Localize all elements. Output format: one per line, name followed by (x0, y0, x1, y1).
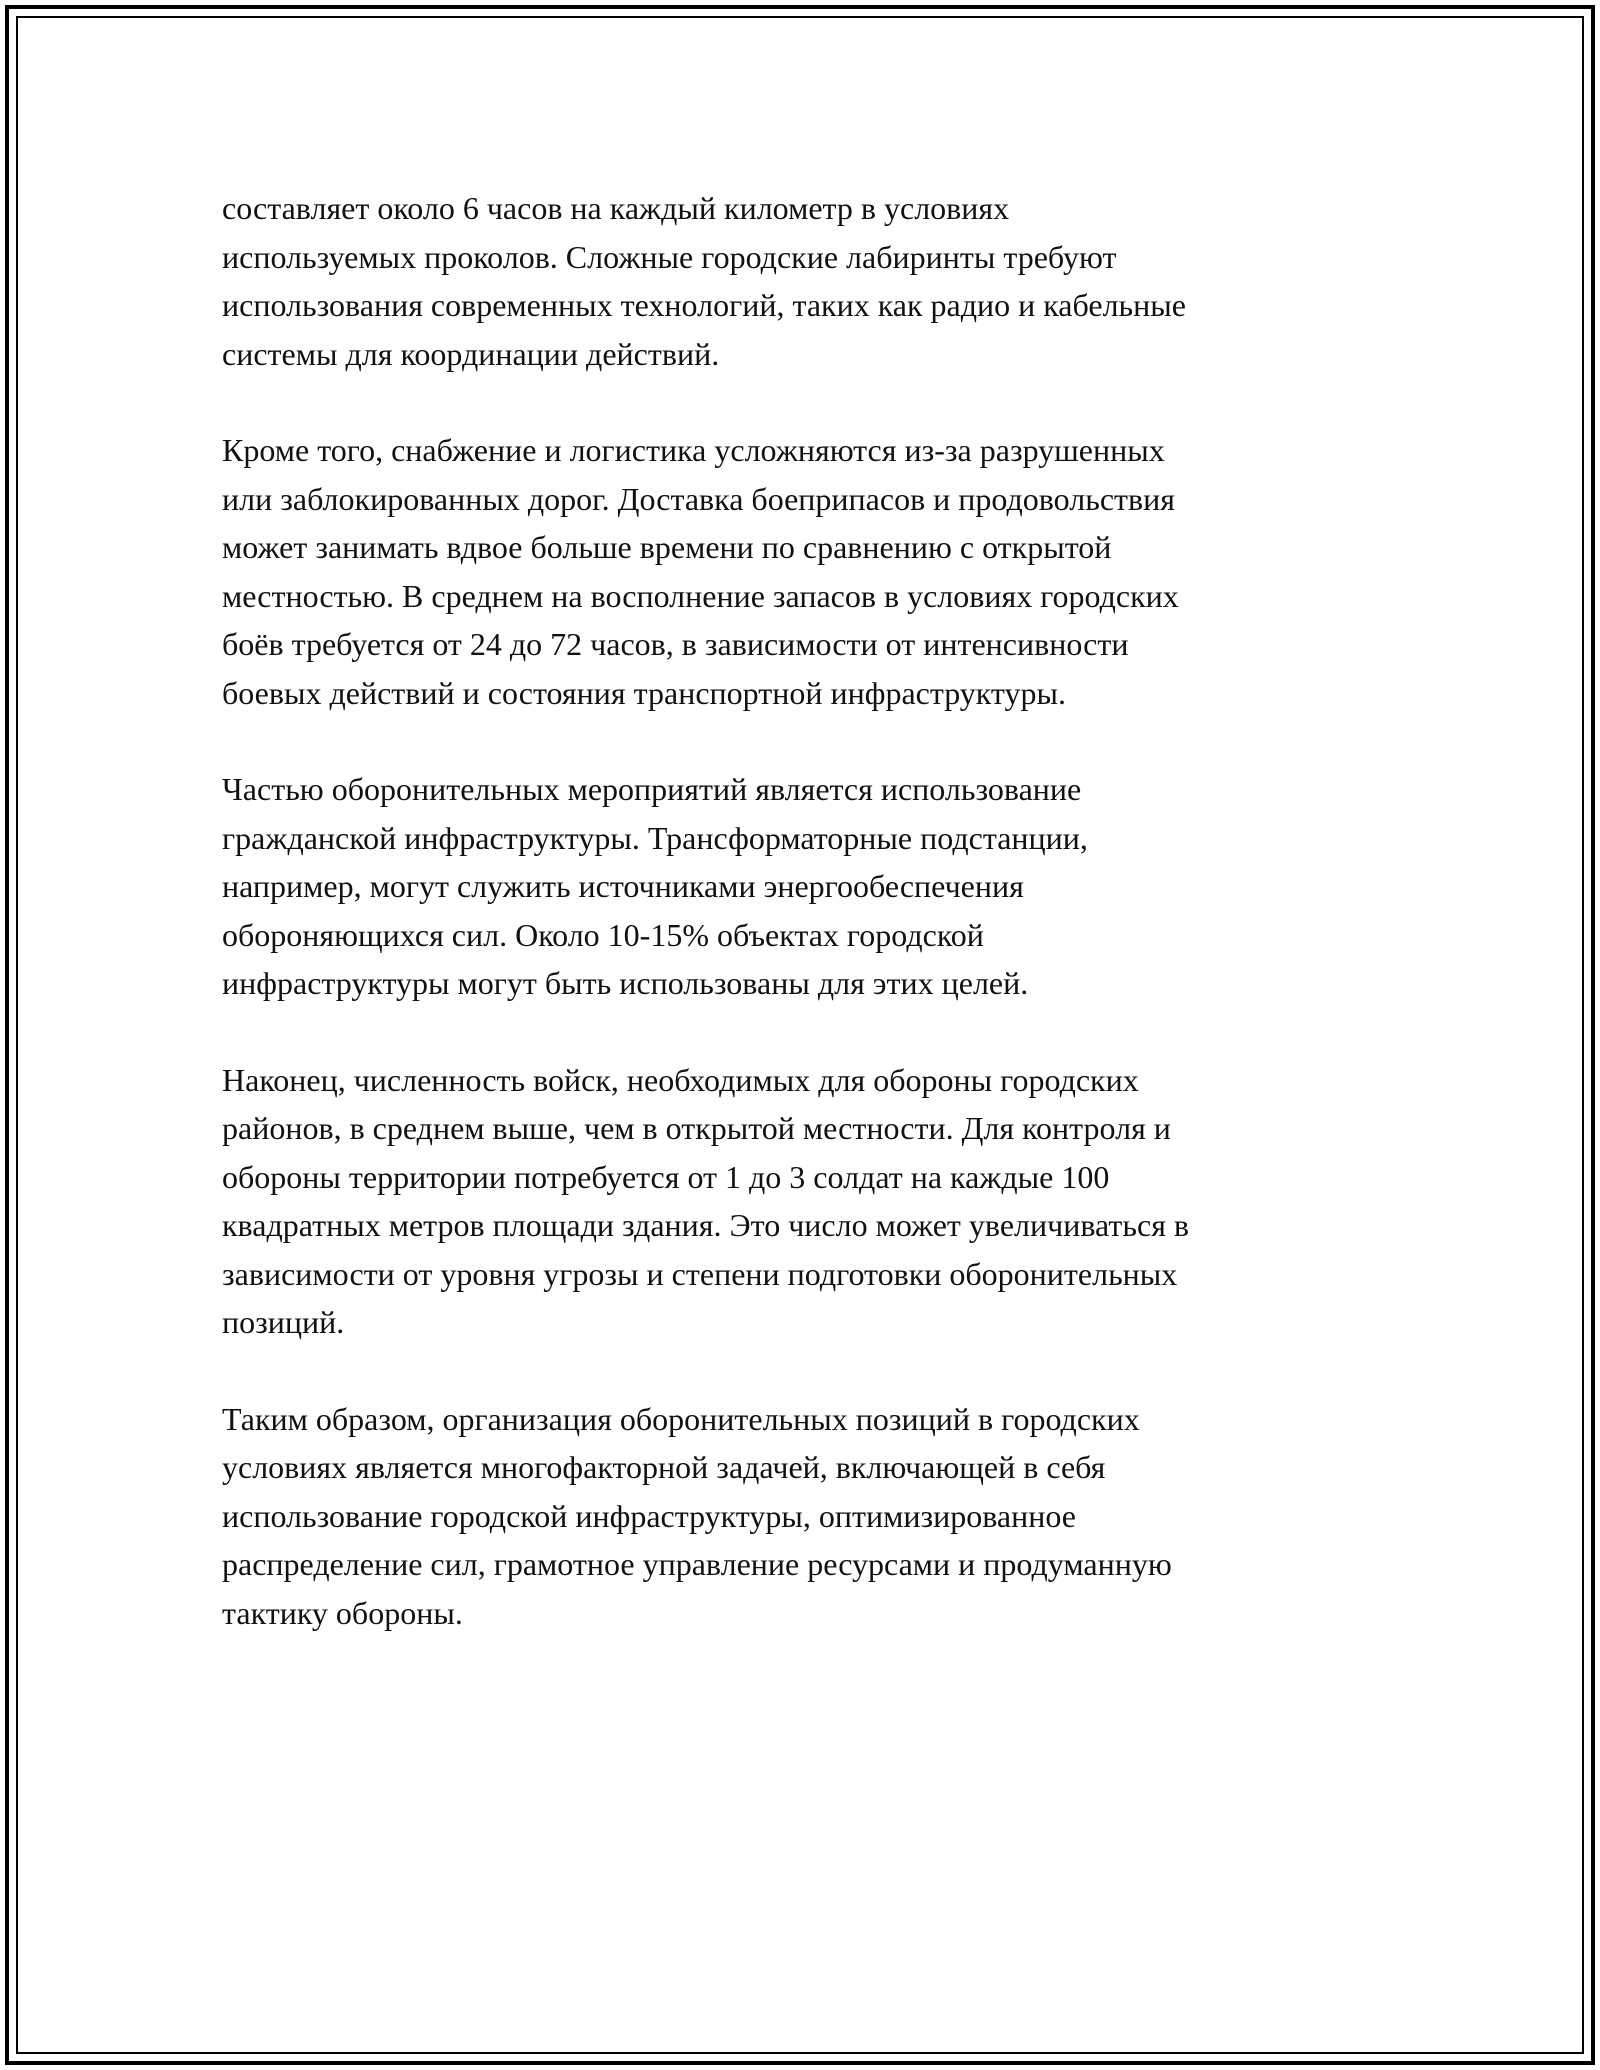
paragraph-3: Частью оборонительных мероприятий является использование гражданской инфраструктуры. Трансформаторные подстанции, например, могут служить источниками энергообеспечения обороняющихся сил. Около 10-15% объектах городской инфраструктуры могут быть использованы для этих целей. (222, 771, 1088, 1001)
paragraph-1: составляет около 6 часов на каждый километр в условиях используемых проколов. Сложные городские лабиринты требуют использования современных технологий, таких как радио и кабельные системы для координации действий. (222, 190, 1186, 372)
paragraph-2: Кроме того, снабжение и логистика усложняются из-за разрушенных или заблокированных дорог. Доставка боеприпасов и продовольствия может занимать вдвое больше времени по сравнению с открытой местностью. В среднем на восполнение запасов в условиях городских боёв требуется от 24 до 72 часов, в зависимости от интенсивности боевых действий и состояния транспортной инфраструктуры. (222, 432, 1179, 711)
document-body (222, 184, 1362, 1685)
paragraph-5: Таким образом, организация оборонительных позиций в городских условиях является многофакторной задачей, включающей в себя использование городской инфраструктуры, оптимизированное распределение сил, грамотное управление ресурсами и продуманную тактику обороны. (222, 1400, 1172, 1631)
paragraph-4: Наконец, численность войск, необходимых для обороны городских районов, в среднем выше, чем в открытой местности. Для контроля и обороны территории потребуется от 1 до 3 солдат на каждые 100 квадратных метров площади здания. Это число может увеличиваться в зависимости от уровня угрозы и степени подготовки оборонительных позиций. (222, 1061, 1190, 1340)
